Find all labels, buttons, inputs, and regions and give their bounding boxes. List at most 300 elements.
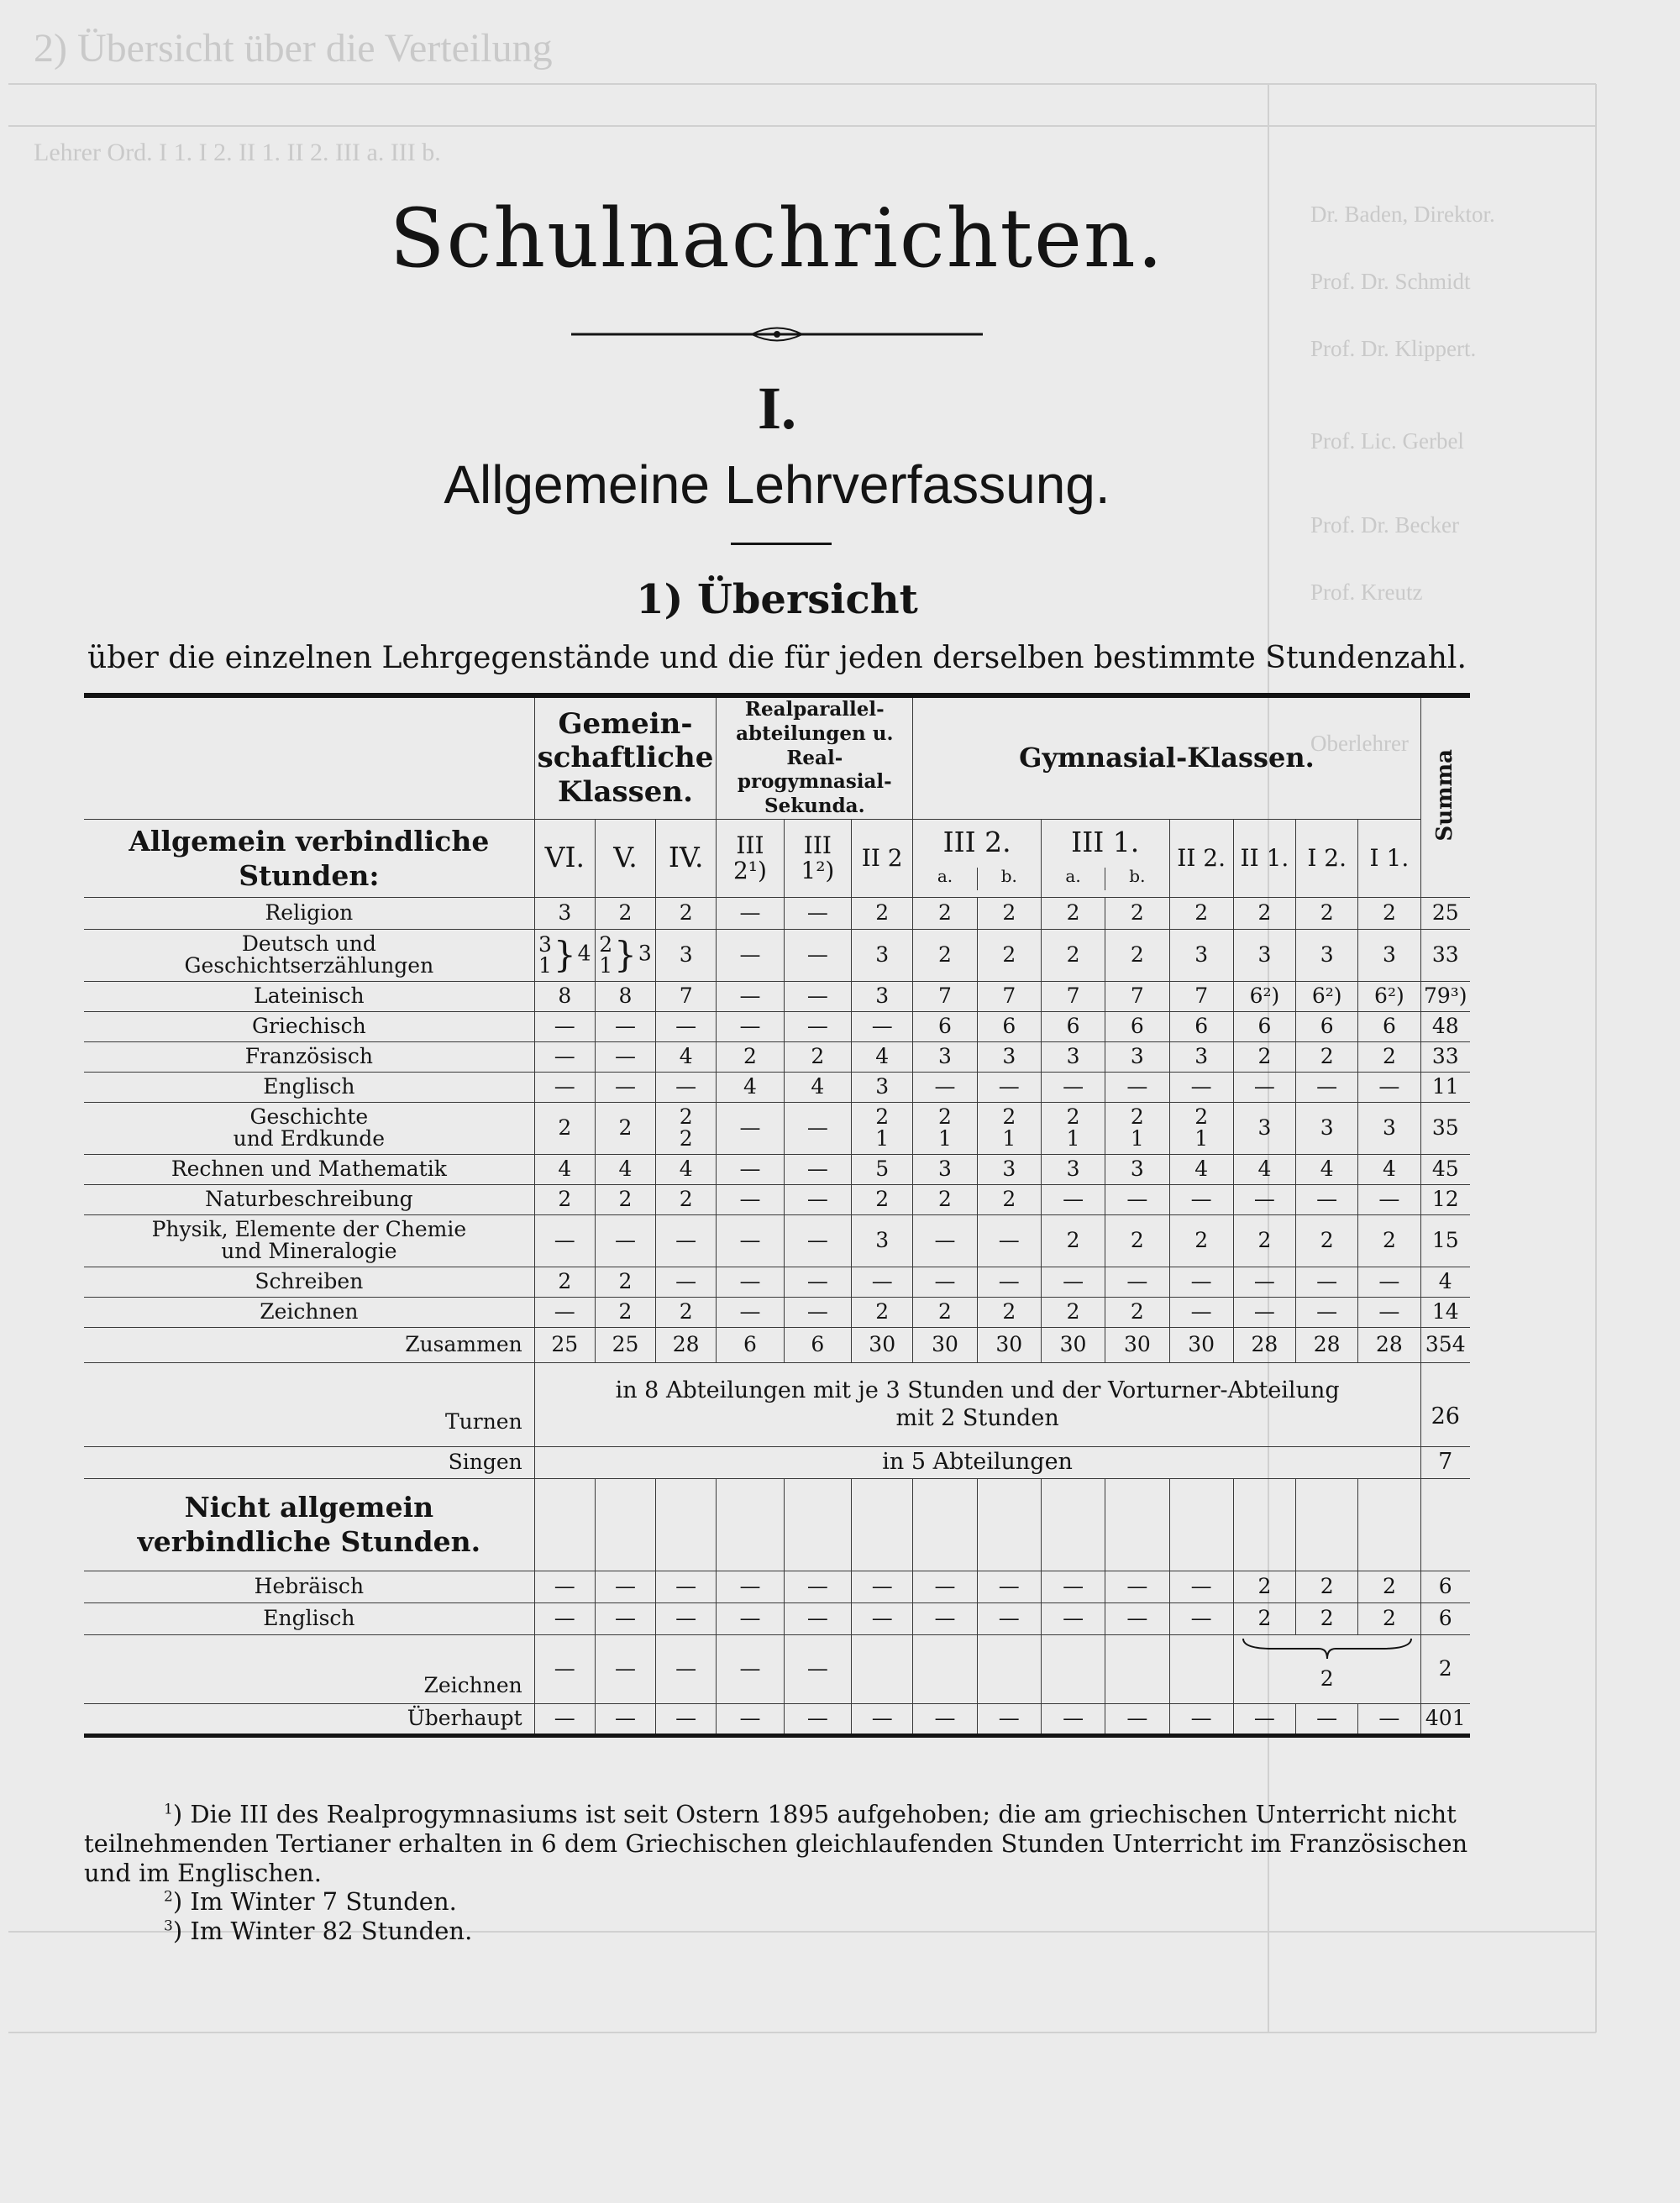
- dash-cell: —: [852, 1703, 913, 1735]
- table-cell: 5: [852, 1154, 913, 1184]
- cell-bottom: 1: [1066, 1126, 1080, 1151]
- empty-cell: [1358, 1478, 1420, 1571]
- row-sum: 2: [1420, 1634, 1470, 1703]
- table-cell: 7: [1169, 981, 1233, 1011]
- turnen-text: in 8 Abteilungen mit je 3 Stunden und der Vorturner-Abteilung mit 2 Stunden: [534, 1362, 1420, 1446]
- empty-cell: [1169, 1634, 1233, 1703]
- table-cell: —: [977, 1072, 1041, 1102]
- table-cell: 3: [1296, 1102, 1358, 1154]
- singen-sum: 7: [1420, 1446, 1470, 1478]
- table-cell: [913, 1102, 977, 1154]
- total-cell: 28: [656, 1327, 717, 1362]
- table-cell: —: [656, 1214, 717, 1267]
- table-cell: 8: [595, 981, 655, 1011]
- table-cell: —: [913, 1214, 977, 1267]
- cell-bottom: 1: [875, 1126, 890, 1151]
- cell-stack: [535, 1117, 595, 1139]
- table-cell: 2: [1358, 897, 1420, 929]
- table-row: [84, 1041, 1470, 1072]
- table-cell: 6: [1358, 1011, 1420, 1041]
- row-label: Zeichnen: [84, 1634, 534, 1703]
- dash-cell: —: [1105, 1703, 1169, 1735]
- row-label: Lateinisch: [84, 981, 534, 1011]
- total-cell: 354: [1420, 1327, 1470, 1362]
- row-label: Englisch: [84, 1602, 534, 1634]
- row-label: Griechisch: [84, 1011, 534, 1041]
- table-cell: —: [1041, 1267, 1105, 1297]
- table-cell: —: [595, 1214, 655, 1267]
- table-cell: 15: [1420, 1214, 1470, 1267]
- cell-bottom: 1: [1130, 1126, 1144, 1151]
- row-label: Französisch: [84, 1041, 534, 1072]
- fraction-bottom: 1: [538, 953, 552, 978]
- total-cell: 6: [717, 1327, 784, 1362]
- table-cell: 2: [913, 929, 977, 981]
- table-cell: 3: [852, 929, 913, 981]
- corner-cell: [84, 695, 534, 819]
- table-cell: 2: [656, 1297, 717, 1327]
- table-cell: 2: [977, 1297, 1041, 1327]
- total-cell: 28: [1358, 1327, 1420, 1362]
- table-cell: 4: [784, 1072, 851, 1102]
- table-cell: 2: [913, 1184, 977, 1214]
- table-cell: 7: [1041, 981, 1105, 1011]
- table-cell: —: [717, 1297, 784, 1327]
- table-cell: 3: [1358, 1102, 1420, 1154]
- table-cell: —: [1296, 1072, 1358, 1102]
- table-cell: 2: [1296, 1602, 1358, 1634]
- table-row: [84, 1102, 1470, 1154]
- dash-cell: —: [784, 1634, 851, 1703]
- subsection-description: über die einzelnen Lehrgegenstände und die für jeden derselben bestimmte Stundenzahl.: [87, 641, 1467, 675]
- table-cell: [1105, 1102, 1169, 1154]
- dash-cell: —: [1358, 1703, 1420, 1735]
- row-label: Englisch: [84, 1072, 534, 1102]
- table-cell: —: [1358, 1297, 1420, 1327]
- table-cell: 2: [1233, 1571, 1295, 1602]
- table-row: [84, 1297, 1470, 1327]
- table-cell: 2: [1041, 897, 1105, 929]
- dash-cell: —: [717, 1634, 784, 1703]
- cell-stack: [717, 1117, 783, 1139]
- table-cell: —: [913, 1267, 977, 1297]
- empty-cell: [977, 1634, 1041, 1703]
- table-cell: —: [717, 981, 784, 1011]
- table-cell: [1041, 1102, 1105, 1154]
- table-cell: —: [717, 1214, 784, 1267]
- table-cell: [784, 1102, 851, 1154]
- bleed-heading: 2) Übersicht über die Verteilung: [34, 26, 553, 71]
- cell-top: 2: [1194, 1104, 1209, 1129]
- empty-cell: [1105, 1478, 1169, 1571]
- footnote-text: ) Im Winter 7 Stunden.: [172, 1887, 457, 1917]
- table-cell: [534, 1102, 595, 1154]
- table-cell: 12: [1420, 1184, 1470, 1214]
- table-row: [84, 1267, 1470, 1297]
- fraction-top: 2: [599, 932, 613, 957]
- empty-cell: [1420, 1478, 1470, 1571]
- table-cell: 7: [1105, 981, 1169, 1011]
- dash-cell: —: [595, 1703, 655, 1735]
- table-cell: 4: [656, 1041, 717, 1072]
- table-cell: —: [852, 1602, 913, 1634]
- table-cell: 6: [1420, 1602, 1470, 1634]
- bleed-name: Prof. Lic. Gerbel: [1310, 428, 1464, 454]
- table-cell: —: [656, 1602, 717, 1634]
- table-cell: 7: [977, 981, 1041, 1011]
- class-header: IV.: [656, 819, 717, 897]
- table-cell: —: [1105, 1184, 1169, 1214]
- row-label: Singen: [84, 1446, 534, 1478]
- table-cell: 2: [595, 1297, 655, 1327]
- dash-cell: —: [913, 1703, 977, 1735]
- table-cell: —: [595, 1072, 655, 1102]
- table-cell: 3: [913, 1154, 977, 1184]
- hours-table: [84, 693, 1470, 1738]
- table-cell: 7: [656, 981, 717, 1011]
- fraction-total: 4: [577, 941, 591, 966]
- table-cell: [595, 1102, 655, 1154]
- row-turnen: [84, 1362, 1470, 1446]
- table-cell: —: [1169, 1297, 1233, 1327]
- table-cell: 2: [852, 1297, 913, 1327]
- table-cell: 3: [1169, 929, 1233, 981]
- total-cell: 30: [1105, 1327, 1169, 1362]
- table-cell: —: [784, 1571, 851, 1602]
- table-cell: 2: [1296, 1041, 1358, 1072]
- table-row: [84, 897, 1470, 929]
- footnote-mark: 1: [164, 1801, 173, 1818]
- table-cell: 2: [534, 1267, 595, 1297]
- table-cell: —: [1105, 1267, 1169, 1297]
- table-cell: 7: [913, 981, 977, 1011]
- section-nicht: Nicht allgemein verbindliche Stunden.: [84, 1478, 534, 1571]
- table-cell: 3: [534, 897, 595, 929]
- table-cell: —: [717, 1267, 784, 1297]
- fraction: [599, 934, 612, 976]
- total-cell: 25: [534, 1327, 595, 1362]
- empty-cell: [1041, 1478, 1105, 1571]
- table-cell: 6²): [1358, 981, 1420, 1011]
- table-cell: 4: [1420, 1267, 1470, 1297]
- table-cell: [852, 1102, 913, 1154]
- table-cell: 4: [1233, 1154, 1295, 1184]
- row-zeichnen-optional: [84, 1634, 1470, 1703]
- table-cell: —: [852, 1571, 913, 1602]
- row-label: Geschichte und Erdkunde: [84, 1102, 534, 1154]
- table-cell: —: [595, 1011, 655, 1041]
- table-cell: 2: [1105, 1214, 1169, 1267]
- table-cell: 3: [1041, 1041, 1105, 1072]
- cell-value: —: [806, 1115, 828, 1141]
- table-cell: —: [1105, 1571, 1169, 1602]
- table-cell: —: [534, 1602, 595, 1634]
- total-cell: 25: [595, 1327, 655, 1362]
- table-row: [84, 1602, 1470, 1634]
- footnote-text: ) Die III des Realprogymnasiums ist seit Ostern 1895 aufgehoben; die am griechischen Unterricht nicht teilnehmenden Tertianer erhalten in 6 dem Griechischen gleichlaufenden Stunden Unterricht im Französischen und im Englischen.: [84, 1800, 1468, 1887]
- class-header: V.: [595, 819, 655, 897]
- row-label: Hebräisch: [84, 1571, 534, 1602]
- table-cell: —: [534, 1214, 595, 1267]
- footnote-3: [84, 1917, 1470, 1946]
- turnen-label: Turnen: [444, 1408, 522, 1434]
- table-cell: —: [1233, 1297, 1295, 1327]
- table-cell: 33: [1420, 929, 1470, 981]
- cell-bottom: 2: [558, 1115, 572, 1141]
- table-cell: 2: [595, 897, 655, 929]
- footnote-text: ) Im Winter 82 Stunden.: [172, 1917, 473, 1946]
- empty-cell: [1296, 1478, 1358, 1571]
- table-cell: [656, 1102, 717, 1154]
- brace-value: 2: [1320, 1666, 1334, 1691]
- table-cell: 6: [1420, 1571, 1470, 1602]
- table-cell: —: [656, 1571, 717, 1602]
- table-cell: —: [784, 1154, 851, 1184]
- table-cell: —: [1105, 1072, 1169, 1102]
- table-cell: —: [656, 1072, 717, 1102]
- sub-b: b.: [1105, 868, 1168, 890]
- table-cell: —: [1169, 1267, 1233, 1297]
- table-cell: 2: [977, 929, 1041, 981]
- class-header: VI.: [534, 819, 595, 897]
- cell-stack: [913, 1106, 976, 1151]
- brace-icon: }: [614, 934, 637, 976]
- table-cell: 2: [1358, 1214, 1420, 1267]
- table-cell: —: [1358, 1184, 1420, 1214]
- cell-stack: [785, 1117, 851, 1139]
- class-header: II 2: [852, 819, 913, 897]
- singen-text: in 5 Abteilungen: [534, 1446, 1420, 1478]
- table-cell: —: [784, 1267, 851, 1297]
- turnen-sum: 26: [1420, 1362, 1470, 1446]
- table-cell: —: [1358, 1267, 1420, 1297]
- cell-top: 2: [1066, 1104, 1080, 1129]
- table-cell: —: [784, 1602, 851, 1634]
- table-cell: 14: [1420, 1297, 1470, 1327]
- table-cell: [1169, 1102, 1233, 1154]
- table-cell: 2: [913, 1297, 977, 1327]
- table-cell: —: [534, 1011, 595, 1041]
- table-cell: 6: [1041, 1011, 1105, 1041]
- cell-bottom: 1: [938, 1126, 952, 1151]
- table-cell: 6: [1233, 1011, 1295, 1041]
- table-cell: 3: [1233, 1102, 1295, 1154]
- table-cell: 2: [1041, 929, 1105, 981]
- cell-stack: [1042, 1106, 1105, 1151]
- table-cell: [977, 1102, 1041, 1154]
- empty-cell: [913, 1634, 977, 1703]
- table-cell: —: [784, 1297, 851, 1327]
- table-cell: —: [913, 1072, 977, 1102]
- table-cell: —: [1296, 1267, 1358, 1297]
- class-header: I 2.: [1296, 819, 1358, 897]
- footnote-mark: 3: [164, 1917, 173, 1935]
- dash-cell: —: [656, 1634, 717, 1703]
- table-cell: 3: [1105, 1154, 1169, 1184]
- title-rule: [731, 543, 832, 545]
- table-cell: [595, 929, 655, 981]
- cell-stack: [978, 1106, 1041, 1151]
- fraction-total: 3: [638, 941, 652, 966]
- dash-cell: —: [717, 1703, 784, 1735]
- table-cell: 3: [1105, 1041, 1169, 1072]
- table-cell: —: [1233, 1267, 1295, 1297]
- total-cell: 6: [784, 1327, 851, 1362]
- table-cell: —: [913, 1571, 977, 1602]
- table-cell: —: [1041, 1072, 1105, 1102]
- table-cell: 3: [1169, 1041, 1233, 1072]
- grand-total: 401: [1420, 1703, 1470, 1735]
- group-header-gemein: Gemein- schaftliche Klassen.: [534, 695, 717, 819]
- class-header: I 1.: [1358, 819, 1420, 897]
- table-row: [84, 1214, 1470, 1267]
- row-label: Religion: [84, 897, 534, 929]
- table-cell: —: [717, 929, 784, 981]
- class-header: III 1²): [784, 819, 851, 897]
- table-cell: —: [534, 1571, 595, 1602]
- table-cell: 2: [977, 1184, 1041, 1214]
- fraction-bottom: 1: [599, 953, 613, 978]
- dash-cell: —: [656, 1703, 717, 1735]
- table-cell: —: [656, 1267, 717, 1297]
- table-row: [84, 981, 1470, 1011]
- row-label: Rechnen und Mathematik: [84, 1154, 534, 1184]
- table-cell: 6²): [1296, 981, 1358, 1011]
- class-header-iii1: [1041, 819, 1169, 897]
- table-cell: 6: [1296, 1011, 1358, 1041]
- table-cell: —: [1041, 1184, 1105, 1214]
- bleed-name: Prof. Dr. Klippert.: [1310, 336, 1477, 361]
- table-cell: 3: [1041, 1154, 1105, 1184]
- class-header: II 2.: [1169, 819, 1233, 897]
- cell-bottom: 2: [679, 1126, 693, 1151]
- table-cell: 2: [1358, 1041, 1420, 1072]
- table-cell: —: [717, 1602, 784, 1634]
- table-cell: —: [717, 1571, 784, 1602]
- section-verbindlich: Allgemein verbindliche Stunden:: [84, 819, 534, 897]
- table-cell: 2: [1233, 897, 1295, 929]
- group-header-real: Realparallel- abteilungen u. Real- progymnasial- Sekunda.: [717, 695, 913, 819]
- dash-cell: —: [534, 1703, 595, 1735]
- table-cell: 2: [1169, 897, 1233, 929]
- summa-label: Summa: [1432, 748, 1458, 842]
- table-cell: —: [784, 1214, 851, 1267]
- table-cell: 2: [1105, 897, 1169, 929]
- table-cell: 3: [852, 981, 913, 1011]
- table-cell: —: [977, 1602, 1041, 1634]
- table-cell: —: [1296, 1184, 1358, 1214]
- table-cell: 2: [852, 1184, 913, 1214]
- bleed-header-row: Lehrer Ord. I 1. I 2. II 1. II 2. III a. III b.: [34, 139, 441, 166]
- empty-cell: [784, 1478, 851, 1571]
- bleed-name: Prof. Dr. Schmidt: [1310, 269, 1471, 294]
- table-cell: —: [1169, 1602, 1233, 1634]
- table-cell: 35: [1420, 1102, 1470, 1154]
- table-row: [84, 1072, 1470, 1102]
- table-cell: —: [1233, 1184, 1295, 1214]
- bleed-name: Oberlehrer: [1310, 731, 1409, 756]
- empty-cell: [656, 1478, 717, 1571]
- row-section-nicht: [84, 1478, 1470, 1571]
- empty-cell: [913, 1478, 977, 1571]
- cell-stack: [1170, 1106, 1233, 1151]
- table-cell: 2: [1169, 1214, 1233, 1267]
- total-cell: 28: [1296, 1327, 1358, 1362]
- table-cell: 6: [1105, 1011, 1169, 1041]
- table-cell: 6: [977, 1011, 1041, 1041]
- row-label: Deutsch und Geschichtserzählungen: [84, 929, 534, 981]
- table-cell: 2: [1358, 1571, 1420, 1602]
- row-singen: [84, 1446, 1470, 1478]
- table-cell: 2: [852, 897, 913, 929]
- table-cell: 2: [1296, 897, 1358, 929]
- table-cell: —: [852, 1267, 913, 1297]
- empty-cell: [534, 1478, 595, 1571]
- table-cell: [534, 929, 595, 981]
- table-cell: —: [656, 1011, 717, 1041]
- table-cell: 4: [1169, 1154, 1233, 1184]
- empty-cell: [1105, 1634, 1169, 1703]
- table-cell: 3: [656, 929, 717, 981]
- cell-bottom: 1: [1194, 1126, 1209, 1151]
- table-cell: 11: [1420, 1072, 1470, 1102]
- table-cell: —: [534, 1297, 595, 1327]
- table-row: [84, 1011, 1470, 1041]
- row-label: Zeichnen: [84, 1297, 534, 1327]
- empty-cell: [1041, 1634, 1105, 1703]
- table-cell: —: [1233, 1072, 1295, 1102]
- table-cell: —: [1296, 1297, 1358, 1327]
- table-cell: 8: [534, 981, 595, 1011]
- empty-cell: [1169, 1478, 1233, 1571]
- table-cell: 48: [1420, 1011, 1470, 1041]
- table-cell: 45: [1420, 1154, 1470, 1184]
- subsection-title: 1) Übersicht: [636, 576, 918, 623]
- summa-header: [1420, 695, 1470, 897]
- table-cell: 2: [1296, 1214, 1358, 1267]
- row-label: Naturbeschreibung: [84, 1184, 534, 1214]
- dash-cell: —: [1233, 1703, 1295, 1735]
- empty-cell: [852, 1478, 913, 1571]
- total-cell: 30: [1169, 1327, 1233, 1362]
- table-row: [84, 1154, 1470, 1184]
- section-number: I.: [757, 375, 797, 442]
- footnote-2: [84, 1887, 1470, 1917]
- cell-top: 2: [1130, 1104, 1144, 1129]
- table-cell: 2: [717, 1041, 784, 1072]
- empty-cell: [977, 1478, 1041, 1571]
- cell-stack: [656, 1106, 716, 1151]
- class-header: III 2¹): [717, 819, 784, 897]
- cell-stack: [852, 1106, 912, 1151]
- table-cell: 3: [977, 1041, 1041, 1072]
- table-cell: 2: [1233, 1214, 1295, 1267]
- dash-cell: —: [977, 1703, 1041, 1735]
- table-cell: 4: [852, 1041, 913, 1072]
- class-header-label: III 2.: [942, 825, 1011, 858]
- row-ueberhaupt: [84, 1703, 1470, 1735]
- table-cell: 2: [1105, 929, 1169, 981]
- footnote-mark: 2: [164, 1888, 173, 1906]
- table-cell: —: [1358, 1072, 1420, 1102]
- table-cell: —: [852, 1011, 913, 1041]
- table-cell: —: [784, 981, 851, 1011]
- footnote-1: [84, 1800, 1470, 1887]
- table-cell: 2: [656, 1184, 717, 1214]
- page-heading: Schulnachrichten.: [389, 191, 1165, 286]
- row-label: Physik, Elemente der Chemie und Mineralogie: [84, 1214, 534, 1267]
- table-cell: 79³): [1420, 981, 1470, 1011]
